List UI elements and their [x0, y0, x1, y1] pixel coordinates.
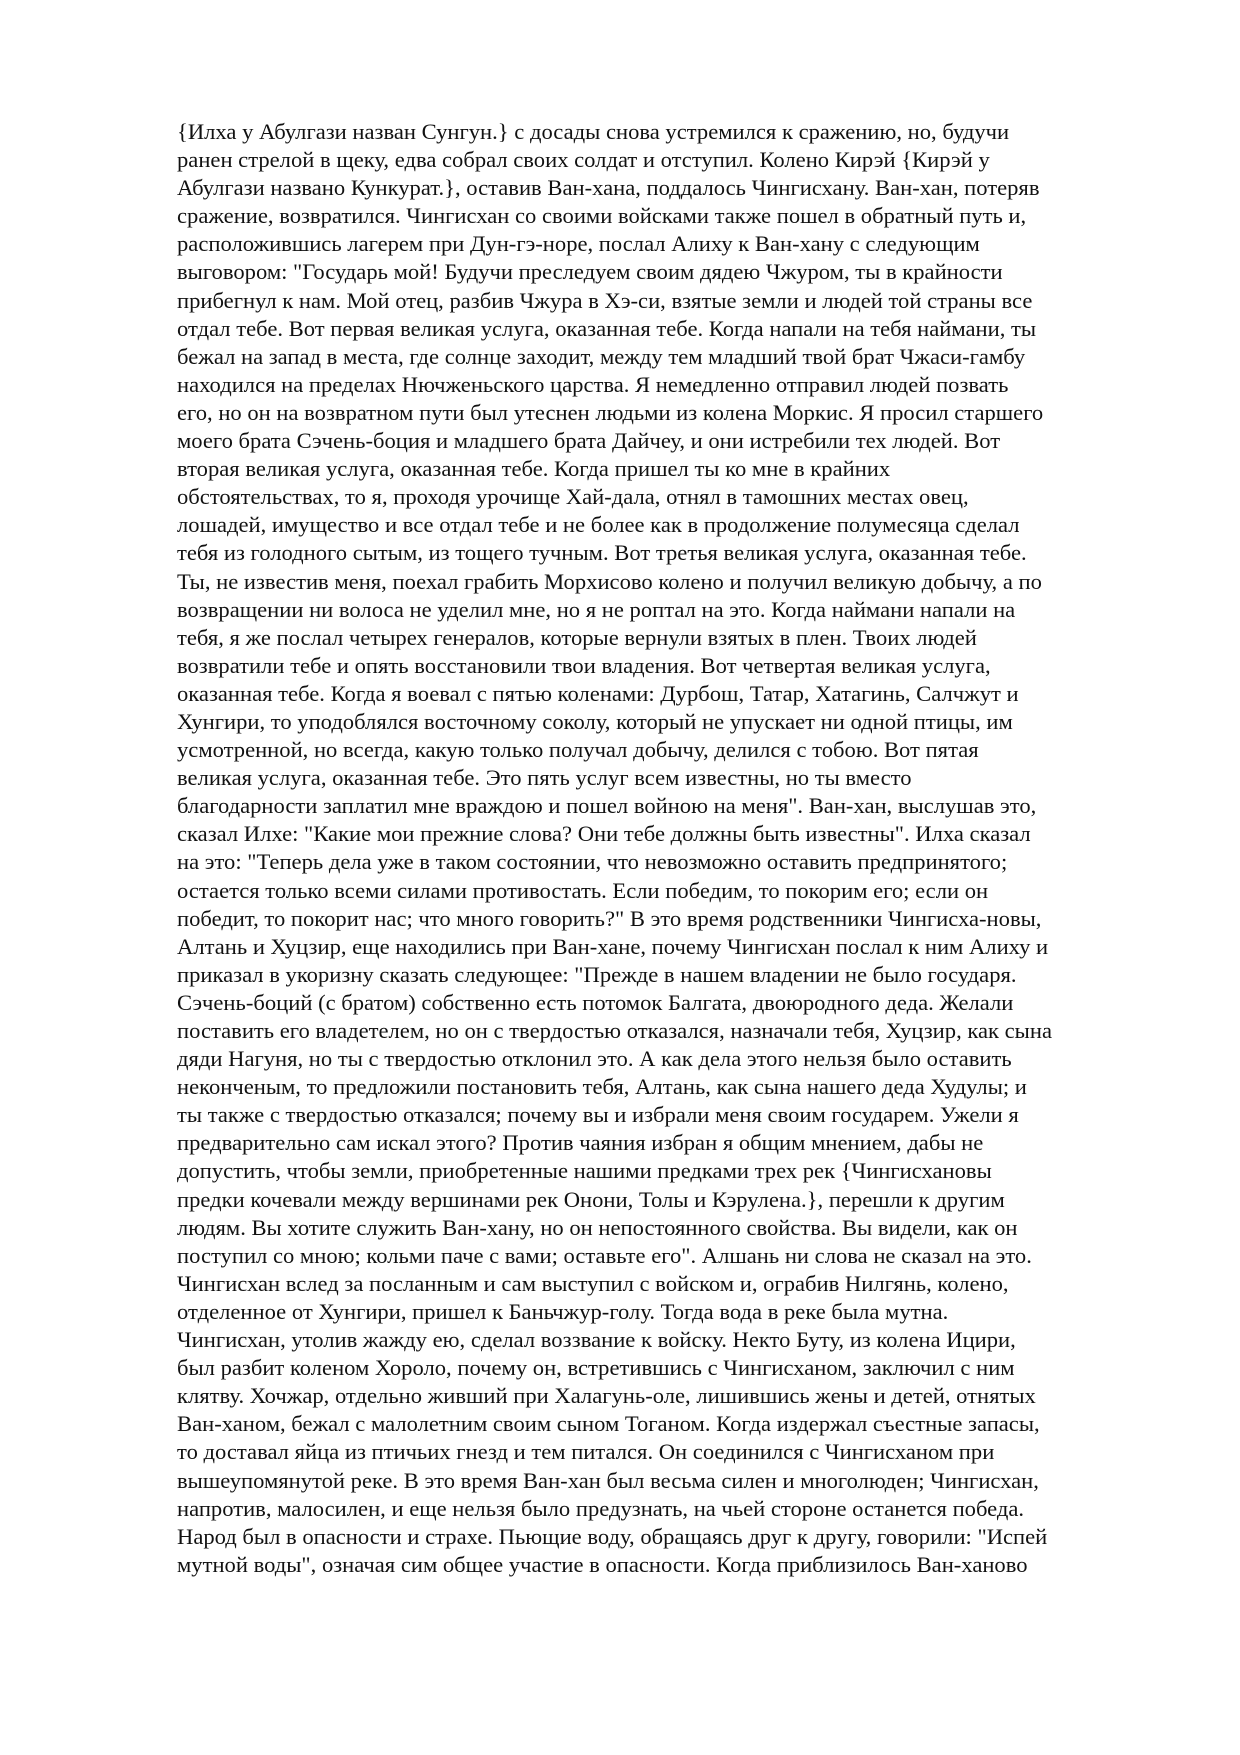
text-line: великая услуга, оказанная тебе. Это пять услуг всем известны, но ты вместо: [177, 765, 912, 791]
text-line: находился на пределах Нючженьского царства. Я немедленно отправил людей позвать: [177, 371, 1009, 397]
text-line: обстоятельствах, то я, проходя урочище Хай-дала, отнял в тамошних местах овец,: [177, 484, 969, 510]
text-line: тебя из голодного сытым, из тощего тучным. Вот третья великая услуга, оказанная тебе.: [177, 540, 1027, 566]
text-line: то доставал яйца из птичьих гнезд и тем питался. Он соединился с Чингисханом при: [177, 1439, 995, 1465]
text-line: вторая великая услуга, оказанная тебе. Когда пришел ты ко мне в крайних: [177, 456, 891, 482]
text-line: Народ был в опасности и страхе. Пьющие воду, обращаясь друг к другу, говорили: "Испей: [177, 1523, 1048, 1549]
text-line: ты также с твердостью отказался; почему вы и избрали меня своим государем. Ужели я: [177, 1102, 1019, 1128]
text-line: прибегнул к нам. Мой отец, разбив Чжура в Хэ-си, взятые земли и людей той страны все: [177, 287, 1033, 313]
text-line: Абулгази названо Кункурат.}, оставив Ван-хана, поддалось Чингисхану. Ван-хан, потеряв: [177, 175, 1040, 201]
text-line: бежал на запад в места, где солнце заходит, между тем младший твой брат Чжаси-гамбу: [177, 343, 1026, 369]
text-line: оказанная тебе. Когда я воевал с пятью коленами: Дурбош, Татар, Хатагинь, Салчжут и: [177, 680, 1019, 706]
text-line: Хунгири, то уподоблялся восточному соколу, который не упускает ни одной птицы, им: [177, 708, 1013, 734]
text-line: был разбит коленом Хороло, почему он, встретившись с Чингисханом, заключил с ним: [177, 1355, 1015, 1381]
text-line: Ты, не известив меня, поехал грабить Морхисово колено и получил великую добычу, а по: [177, 568, 1042, 594]
text-line: поступил со мною; кольми паче с вами; оставьте его". Алшань ни слова не сказал на это.: [177, 1242, 1032, 1268]
text-line: сражение, возвратился. Чингисхан со своими войсками также пошел в обратный путь и,: [177, 203, 1027, 229]
text-line: людям. Вы хотите служить Ван-хану, но он непостоянного свойства. Вы видели, как он: [177, 1214, 1018, 1240]
body-text: [177, 118, 1177, 1579]
text-line: неконченым, то предложили постановить тебя, Алтань, как сына нашего деда Худулы; и: [177, 1074, 1027, 1100]
text-line: расположившись лагерем при Дун-гэ-норе, послал Алиху к Ван-хану с следующим: [177, 231, 980, 257]
text-line: мутной воды", означая сим общее участие в опасности. Когда приблизилось Ван-ханово: [177, 1551, 1028, 1577]
text-line: предварительно сам искал этого? Против чаяния избран я общим мнением, дабы не: [177, 1130, 984, 1156]
text-line: усмотренной, но всегда, какую только получал добычу, делился с тобою. Вот пятая: [177, 737, 979, 763]
text-line: приказал в укоризну сказать следующее: "Прежде в нашем владении не было государя.: [177, 961, 1017, 987]
text-line: Ван-ханом, бежал с малолетним своим сыном Тоганом. Когда издержал съестные запасы,: [177, 1411, 1040, 1437]
text-line: выговором: "Государь мой! Будучи преследуем своим дядею Чжуром, ты в крайности: [177, 259, 1003, 285]
text-line: отделенное от Хунгири, пришел к Баньчжур-голу. Тогда вода в реке была мутна.: [177, 1298, 949, 1324]
text-line: клятву. Хочжар, отдельно живший при Халагунь-оле, лишившись жены и детей, отнятых: [177, 1383, 1036, 1409]
text-line: остается только всеми силами противостать. Если победим, то покорим его; если он: [177, 877, 989, 903]
text-line: победит, то покорит нас; что много говорить?" В это время родственники Чингисха-новы,: [177, 905, 1042, 931]
text-line: напротив, малосилен, и еще нельзя было предузнать, на чьей стороне останется победа.: [177, 1495, 1025, 1521]
text-line: предки кочевали между вершинами рек Онони, Толы и Кэрулена.}, перешли к другим: [177, 1186, 1005, 1212]
text-line: отдал тебе. Вот первая великая услуга, оказанная тебе. Когда напали на тебя наймани, ты: [177, 315, 1037, 341]
text-line: допустить, чтобы земли, приобретенные нашими предками трех рек {Чингисхановы: [177, 1158, 992, 1184]
text-line: дяди Нагуня, но ты с твердостью отклонил это. А как дела этого нельзя было оставить: [177, 1046, 1012, 1072]
text-line: тебя, я же послал четырех генералов, которые вернули взятых в плен. Твоих людей: [177, 624, 977, 650]
text-line: Чингисхан, утолив жажду ею, сделал воззвание к войску. Некто Буту, из колена Ицири,: [177, 1327, 1016, 1353]
text-line: ранен стрелой в щеку, едва собрал своих солдат и отступил. Колено Кирэй {Кирэй у: [177, 147, 990, 173]
text-line: возвращении ни волоса не уделил мне, но я не роптал на это. Когда наймани напали на: [177, 596, 1016, 622]
text-line: вышеупомянутой реке. В это время Ван-хан был весьма силен и многолюден; Чингисхан,: [177, 1467, 1039, 1493]
text-line: благодарности заплатил мне враждою и пошел войною на меня". Ван-хан, выслушав это,: [177, 793, 1037, 819]
text-line: {Илха у Абулгази назван Сунгун.} с досады снова устремился к сражению, но, будучи: [177, 119, 1010, 144]
text-line: лошадей, имущество и все отдал тебе и не более как в продолжение полумесяца сделал: [177, 512, 1020, 538]
text-line: возвратили тебе и опять восстановили твои владения. Вот четвертая великая услуга,: [177, 652, 991, 678]
text-line: на это: "Теперь дела уже в таком состоянии, что невозможно оставить предпринятого;: [177, 849, 1008, 875]
text-line: его, но он на возвратном пути был утеснен людьми из колена Моркис. Я просил старшего: [177, 399, 1044, 425]
text-line: моего брата Сэчень-боция и младшего брата Дайчеу, и они истребили тех людей. Вот: [177, 428, 1001, 454]
text-line: сказал Илхе: "Какие мои прежние слова? Они тебе должны быть известны". Илха сказал: [177, 821, 1031, 847]
text-line: Сэчень-боций (с братом) собственно есть потомок Балгата, двоюродного деда. Желали: [177, 989, 1014, 1015]
text-line: Алтань и Хуцзир, еще находились при Ван-хане, почему Чингисхан послал к ним Алиху и: [177, 933, 1049, 959]
text-line: Чингисхан вслед за посланным и сам выступил с войском и, ограбив Нилгянь, колено,: [177, 1270, 1009, 1296]
text-line: поставить его владетелем, но он с твердостью отказался, назначали тебя, Хуцзир, как сына: [177, 1018, 1052, 1043]
